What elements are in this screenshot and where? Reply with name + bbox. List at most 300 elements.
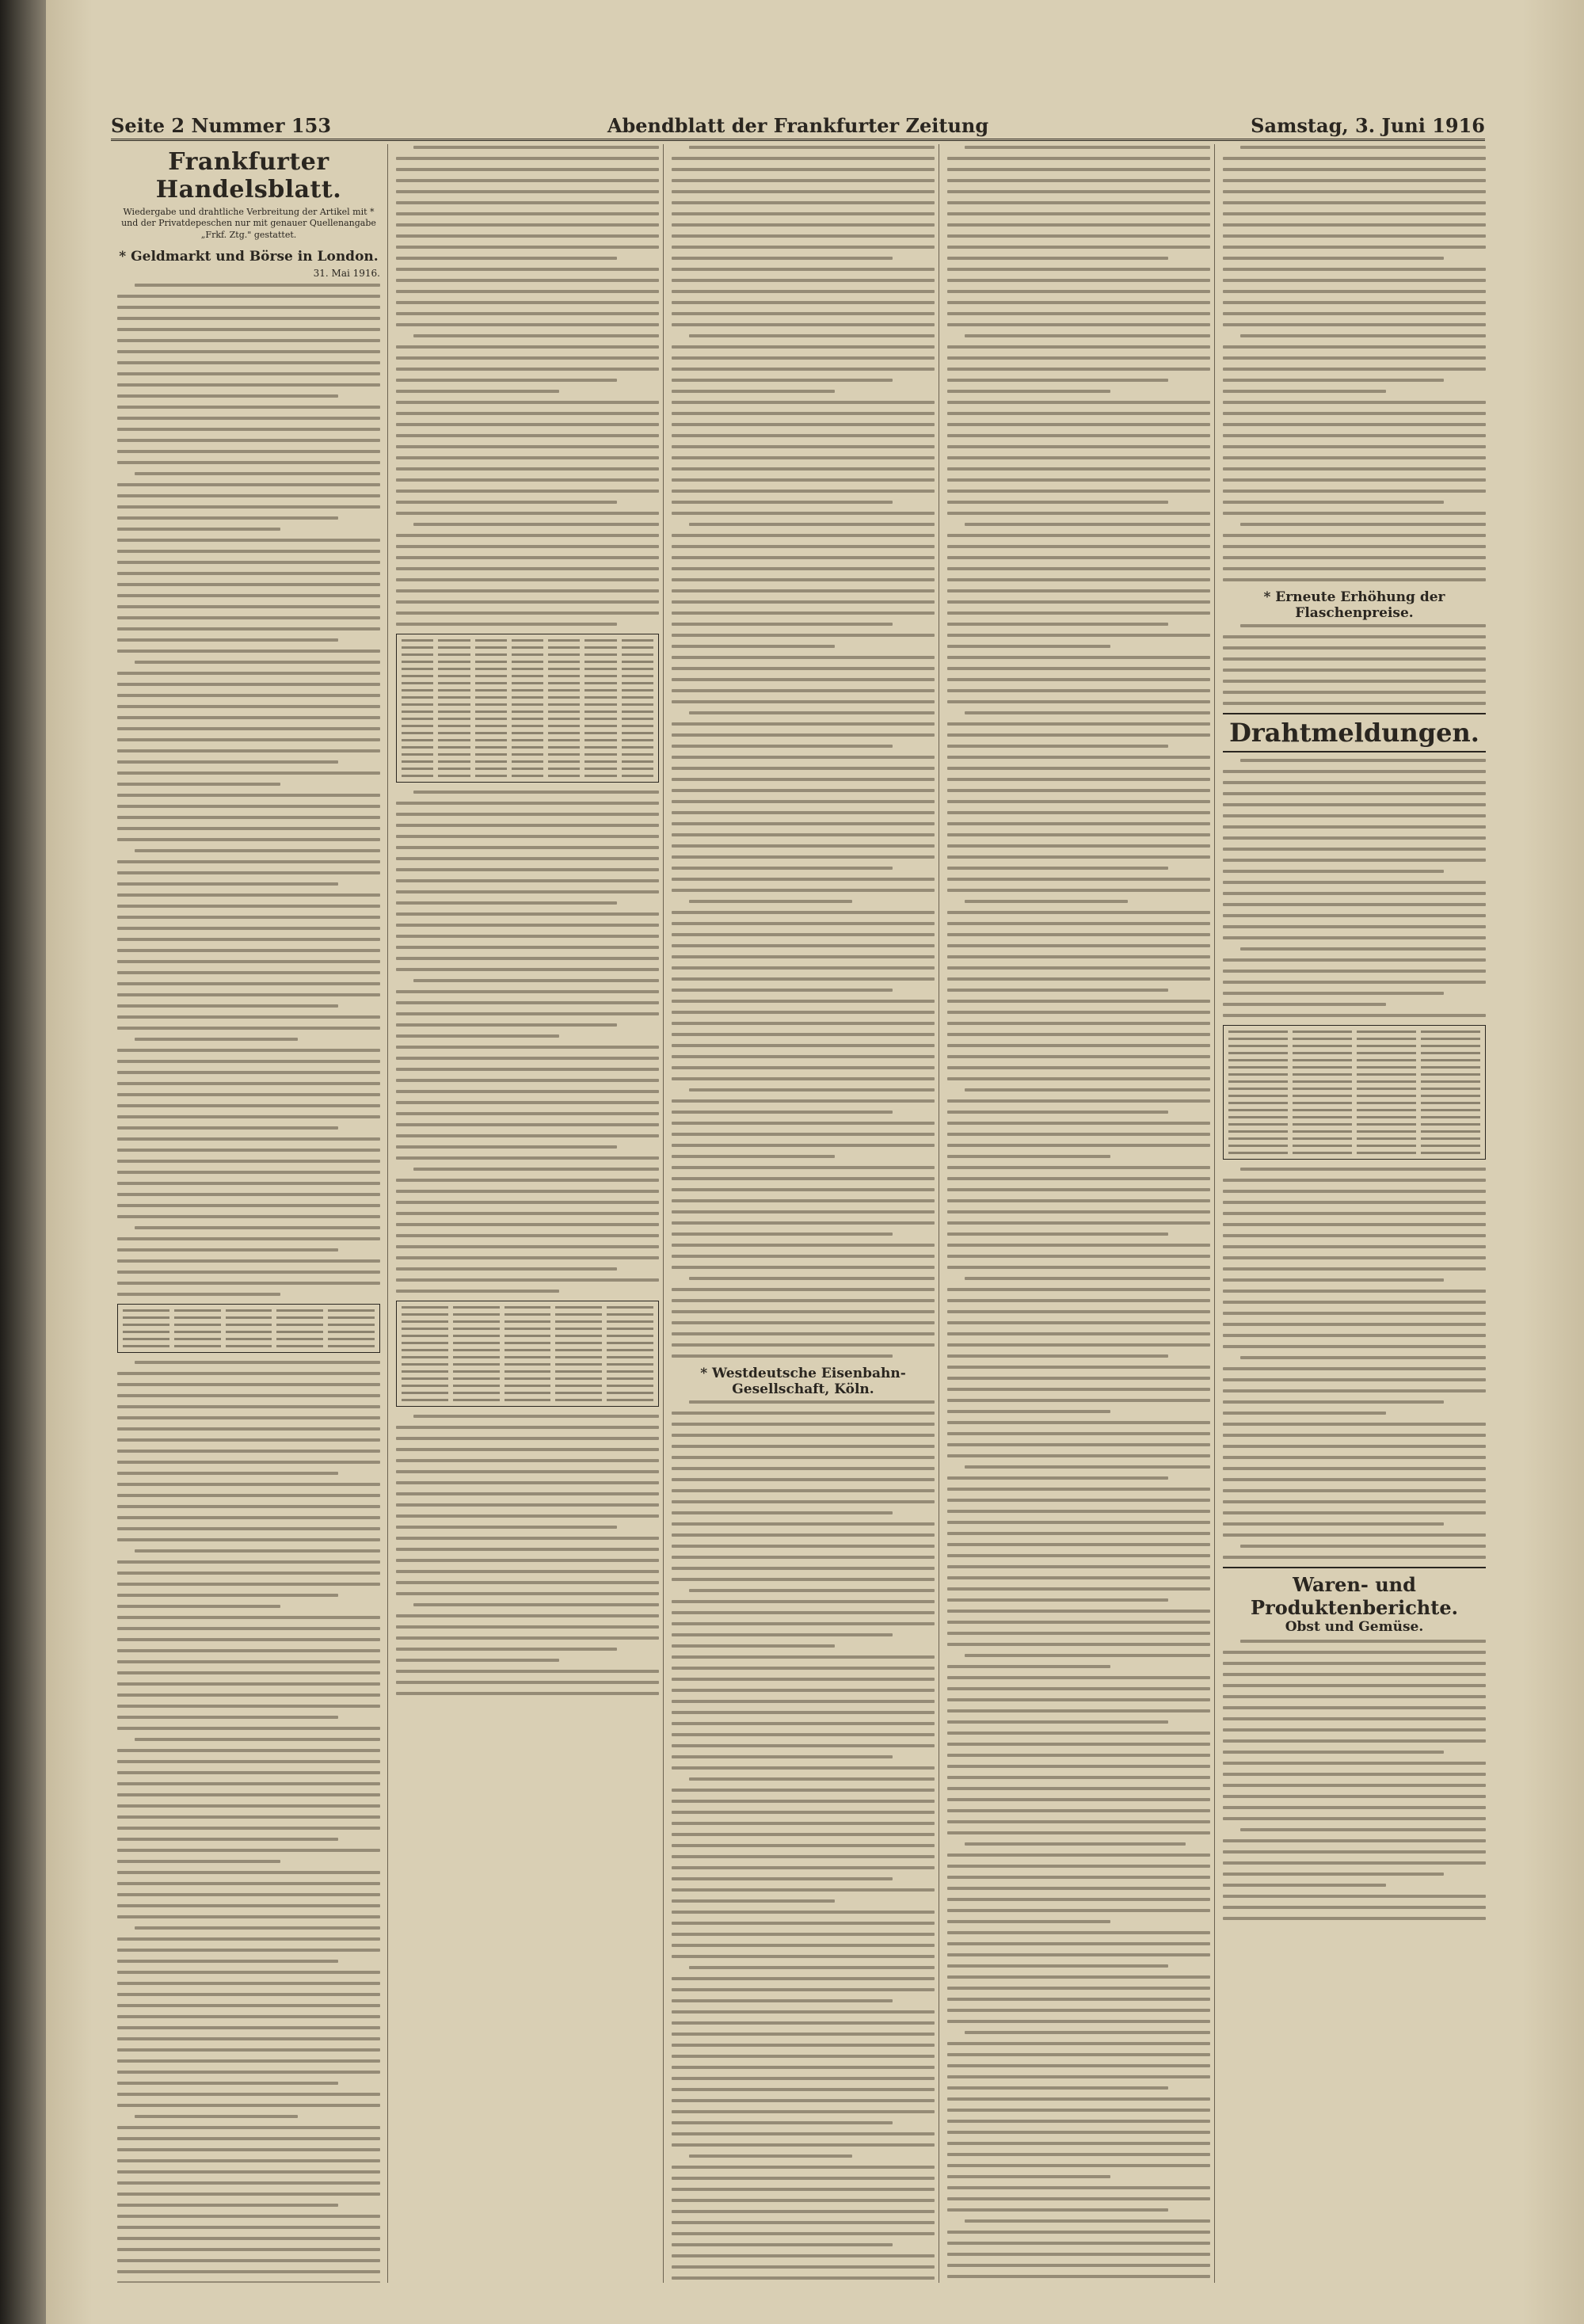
text-line <box>117 1671 380 1674</box>
text-line <box>396 935 659 938</box>
text-line <box>135 472 380 475</box>
table-cell <box>226 1324 272 1326</box>
text-line <box>1223 958 1486 962</box>
text-line <box>689 334 935 337</box>
text-line <box>672 257 893 260</box>
table-cell <box>607 1356 653 1358</box>
table-cell <box>1421 1073 1480 1076</box>
table-cell <box>1357 1137 1416 1140</box>
table-cell <box>607 1392 653 1394</box>
table-cell <box>475 639 507 642</box>
text-line <box>117 2170 380 2174</box>
table-cell <box>607 1335 653 1337</box>
article-body <box>672 146 935 1358</box>
text-line <box>947 1853 1210 1857</box>
table-cell <box>1293 1137 1352 1140</box>
table-cell <box>1293 1109 1352 1111</box>
text-line <box>672 2188 935 2191</box>
text-line <box>117 317 380 320</box>
text-line <box>1240 523 1486 526</box>
text-line <box>947 501 1168 504</box>
text-line <box>1223 168 1486 171</box>
text-line <box>672 1155 835 1158</box>
table-cell <box>512 718 543 720</box>
table-cell <box>226 1338 272 1340</box>
copyright-note: Wiedergabe und drahtliche Verbreitung der Artikel mit * und der Privatdepeschen nur mit genauer Quellenangabe „Frkf. Ztg." gestattet. <box>121 207 376 240</box>
table-cell <box>475 661 507 663</box>
text-line <box>396 946 659 949</box>
text-line <box>947 1443 1210 1446</box>
text-line <box>396 589 659 592</box>
text-line <box>1223 434 1486 437</box>
text-line <box>396 835 659 838</box>
text-line <box>672 190 935 193</box>
table-cell <box>584 760 616 763</box>
table-cell <box>548 732 580 734</box>
text-line <box>117 2270 380 2273</box>
section-title: Frankfurter Handelsblatt. <box>155 148 342 204</box>
table-cell <box>453 1320 500 1323</box>
table-cell <box>402 675 433 677</box>
text-line <box>117 1716 338 1719</box>
text-line <box>135 1926 380 1930</box>
text-line <box>1223 190 1486 193</box>
table-cell <box>584 753 616 756</box>
text-line <box>965 2031 1210 2034</box>
text-line <box>947 301 1210 304</box>
text-line <box>1223 1500 1486 1503</box>
table-cell <box>402 689 433 691</box>
text-line <box>947 1177 1210 1180</box>
text-line <box>117 417 380 420</box>
text-line <box>672 989 893 992</box>
text-line <box>947 922 1210 925</box>
table-cell <box>1421 1059 1480 1061</box>
table-cell <box>402 1349 448 1351</box>
table-cell <box>622 689 653 691</box>
column-rule <box>663 144 664 2283</box>
table-cell <box>438 646 470 649</box>
text-line <box>1240 759 1486 762</box>
article-body <box>117 284 380 1296</box>
text-line <box>396 1101 659 1104</box>
text-line <box>396 490 659 493</box>
text-line <box>117 2037 380 2040</box>
text-line <box>117 2193 380 2196</box>
table-cell <box>1421 1137 1480 1140</box>
text-line <box>117 749 380 752</box>
text-line <box>947 2109 1210 2112</box>
text-line <box>947 1033 1210 1036</box>
text-line <box>396 179 659 182</box>
text-line <box>1223 478 1486 482</box>
text-line <box>672 1299 935 1302</box>
text-line <box>1223 246 1486 249</box>
text-line <box>396 556 659 559</box>
text-line <box>672 1766 935 1770</box>
table-cell <box>402 1370 448 1373</box>
text-line <box>1240 334 1486 337</box>
book-binding <box>0 0 46 2324</box>
text-line <box>672 490 935 493</box>
table-cell <box>1421 1116 1480 1118</box>
table-cell <box>584 739 616 741</box>
text-line <box>672 822 935 825</box>
text-line <box>1223 825 1486 829</box>
text-line <box>672 944 935 947</box>
table-cell <box>512 775 543 777</box>
text-line <box>396 901 617 905</box>
text-line <box>1223 445 1486 448</box>
text-line <box>413 1168 659 1171</box>
text-line <box>672 689 935 692</box>
table-cell <box>1357 1123 1416 1126</box>
column-5 <box>1223 144 1486 2283</box>
text-line <box>396 501 617 504</box>
table-cell <box>402 1356 448 1358</box>
text-line <box>965 1654 1210 1657</box>
table-cell <box>607 1342 653 1344</box>
text-line <box>1223 301 1486 304</box>
text-line <box>117 2126 380 2129</box>
table-cell <box>512 668 543 670</box>
text-line <box>1223 412 1486 415</box>
text-line <box>947 2197 1210 2200</box>
text-line <box>672 833 935 836</box>
text-line <box>117 1616 380 1619</box>
text-line <box>947 1676 1210 1679</box>
table-cell <box>1357 1102 1416 1104</box>
text-line <box>396 1692 659 1695</box>
table-cell <box>548 682 580 684</box>
text-line <box>672 1232 893 1236</box>
table-cell <box>1357 1080 1416 1083</box>
text-line <box>672 234 935 238</box>
text-line <box>117 1660 380 1663</box>
text-line <box>396 846 659 849</box>
text-line <box>117 738 380 741</box>
table-cell <box>512 739 543 741</box>
text-line <box>947 323 1210 326</box>
text-line <box>117 1215 380 1218</box>
text-line <box>117 295 380 298</box>
table-cell <box>438 732 470 734</box>
table-cell <box>584 775 616 777</box>
text-line <box>396 1112 659 1115</box>
text-line <box>396 412 659 415</box>
table-cell <box>555 1385 602 1387</box>
text-line <box>672 567 935 570</box>
text-line <box>396 345 659 349</box>
text-line <box>947 745 1168 748</box>
text-line <box>672 878 935 881</box>
text-line <box>1223 981 1486 984</box>
table-cell <box>402 753 433 756</box>
text-line <box>396 1636 659 1640</box>
text-line <box>947 534 1210 537</box>
text-line <box>672 1255 935 1258</box>
table-cell <box>438 746 470 749</box>
text-line <box>965 334 1210 337</box>
text-line <box>396 1267 617 1271</box>
article-body <box>672 1400 935 2283</box>
table-cell <box>123 1338 169 1340</box>
text-line <box>947 1299 1210 1302</box>
text-line <box>1223 467 1486 471</box>
table-cell <box>555 1356 602 1358</box>
table-cell <box>622 639 653 642</box>
table-cell <box>584 653 616 656</box>
text-line <box>672 1644 835 1648</box>
table-cell <box>622 725 653 727</box>
text-line <box>396 1592 659 1595</box>
table-cell <box>607 1349 653 1351</box>
table-cell <box>402 653 433 656</box>
text-line <box>117 1372 380 1375</box>
table-cell <box>1293 1088 1352 1090</box>
table-cell <box>475 689 507 691</box>
article-heading: * Westdeutsche Eisenbahn-Gesellschaft, Köln. <box>700 1366 906 1397</box>
text-line <box>413 523 659 526</box>
text-line <box>947 268 1210 271</box>
text-line <box>1223 1895 1486 1898</box>
text-line <box>117 650 380 653</box>
text-line <box>1223 881 1486 884</box>
text-line <box>672 1556 935 1559</box>
text-line <box>396 1156 659 1160</box>
text-line <box>396 1079 659 1082</box>
text-line <box>396 968 659 971</box>
text-line <box>1223 279 1486 282</box>
table-cell <box>402 639 433 642</box>
text-line <box>396 1245 659 1248</box>
text-line <box>672 1944 935 1947</box>
text-line <box>396 578 659 581</box>
table-cell <box>584 661 616 663</box>
text-line <box>947 1687 1210 1690</box>
text-line <box>947 1199 1210 1202</box>
text-line <box>117 771 380 775</box>
text-line <box>117 2082 338 2085</box>
text-line <box>396 379 617 382</box>
text-line <box>1223 1478 1486 1481</box>
table-cell <box>1357 1088 1416 1090</box>
text-line <box>117 1494 380 1497</box>
text-line <box>947 800 1210 803</box>
table-cell <box>475 653 507 656</box>
text-line <box>117 949 380 952</box>
text-line <box>672 1744 935 1747</box>
article-heading: * Geldmarkt und Börse in London. <box>119 248 379 265</box>
text-line <box>947 1022 1210 1025</box>
text-line <box>413 334 659 337</box>
text-line <box>396 1134 659 1137</box>
text-line <box>947 545 1210 548</box>
text-line <box>672 1678 935 1681</box>
text-line <box>672 1011 935 1014</box>
text-line <box>672 700 935 703</box>
text-line <box>947 1000 1210 1003</box>
text-line <box>117 350 380 353</box>
text-line <box>672 2254 935 2257</box>
table-cell <box>622 668 653 670</box>
table-cell <box>123 1309 169 1312</box>
text-line <box>689 900 852 903</box>
text-line <box>1223 680 1486 683</box>
text-line <box>1223 859 1486 862</box>
text-line <box>117 1115 380 1118</box>
text-line <box>1223 179 1486 182</box>
text-line <box>947 1776 1210 1779</box>
text-line <box>672 922 935 925</box>
text-line <box>1223 312 1486 315</box>
text-line <box>1223 870 1444 873</box>
text-line <box>672 667 935 670</box>
text-line <box>689 2154 852 2158</box>
table-cell <box>622 646 653 649</box>
text-line <box>947 512 1210 515</box>
text-line <box>947 1055 1210 1058</box>
text-line <box>396 445 659 448</box>
table-cell <box>276 1331 323 1333</box>
table-cell <box>1421 1080 1480 1083</box>
table-cell <box>123 1324 169 1326</box>
text-line <box>947 1488 1210 1491</box>
text-line <box>396 1201 659 1204</box>
table-cell <box>402 732 433 734</box>
text-line <box>396 611 659 615</box>
text-line <box>396 1034 559 1038</box>
table-cell <box>402 718 433 720</box>
text-line <box>947 833 1210 836</box>
text-line <box>672 2010 935 2013</box>
text-line <box>947 312 1210 315</box>
text-line <box>1223 1223 1486 1226</box>
table-cell <box>1228 1073 1288 1076</box>
text-line <box>396 1659 559 1662</box>
text-line <box>117 1405 380 1408</box>
table-cell <box>1421 1031 1480 1033</box>
text-line <box>947 589 1210 592</box>
text-line <box>117 927 380 930</box>
text-line <box>689 146 935 149</box>
text-line <box>947 822 1210 825</box>
table-cell <box>475 668 507 670</box>
text-line <box>672 1866 935 1869</box>
text-line <box>117 871 380 874</box>
text-line <box>117 1904 380 1907</box>
text-line <box>947 955 1210 958</box>
table-cell <box>555 1377 602 1380</box>
table-cell <box>453 1349 500 1351</box>
text-line <box>1223 1201 1486 1204</box>
text-line <box>396 1256 659 1259</box>
table-cell <box>438 689 470 691</box>
text-line <box>672 1633 893 1636</box>
text-line <box>672 2110 935 2113</box>
table-cell <box>402 1342 448 1344</box>
table-cell <box>1421 1066 1480 1069</box>
table-cell <box>402 1392 448 1394</box>
text-line <box>396 1648 617 1651</box>
column-rule <box>387 144 388 2283</box>
table-cell <box>1293 1130 1352 1133</box>
text-line <box>1223 803 1486 806</box>
text-line <box>117 2204 338 2207</box>
text-line <box>117 1860 280 1863</box>
text-line <box>672 2132 935 2135</box>
text-line <box>413 146 659 149</box>
text-line <box>689 711 935 714</box>
table-cell <box>453 1335 500 1337</box>
article-body <box>396 146 659 626</box>
text-line <box>672 268 935 271</box>
text-line <box>672 1711 935 1714</box>
text-line <box>947 1266 1210 1269</box>
text-line <box>947 201 1210 204</box>
table-cell <box>1293 1152 1352 1154</box>
table-cell <box>328 1338 375 1340</box>
table-cell <box>607 1399 653 1401</box>
text-line <box>117 960 380 963</box>
text-line <box>117 783 280 786</box>
table-cell <box>402 739 433 741</box>
text-line <box>1223 223 1486 227</box>
text-line <box>947 456 1210 459</box>
table-cell <box>328 1324 375 1326</box>
text-line <box>117 1572 380 1575</box>
text-line <box>117 1893 380 1896</box>
text-line <box>947 700 1210 703</box>
text-line <box>965 1277 1210 1280</box>
table-cell <box>226 1316 272 1319</box>
text-line <box>672 179 935 182</box>
stock-table <box>117 1304 380 1353</box>
table-cell <box>548 689 580 691</box>
text-line <box>947 1898 1210 1901</box>
text-line <box>947 1521 1210 1524</box>
text-line <box>947 1221 1210 1225</box>
text-line <box>1223 792 1486 795</box>
table-cell <box>512 689 543 691</box>
text-line <box>1223 691 1486 694</box>
text-line <box>1223 1717 1486 1720</box>
table-cell <box>584 711 616 713</box>
text-line <box>1223 914 1486 917</box>
table-cell <box>1357 1045 1416 1047</box>
table-cell <box>505 1392 551 1394</box>
text-line <box>117 727 380 730</box>
text-line <box>117 672 380 675</box>
table-cell <box>548 639 580 642</box>
text-line <box>947 623 1168 626</box>
table-cell <box>505 1385 551 1387</box>
text-line <box>672 2143 935 2147</box>
text-line <box>1223 936 1486 939</box>
text-line <box>672 2199 935 2202</box>
text-line <box>1223 1861 1486 1865</box>
text-line <box>672 1077 935 1080</box>
table-cell <box>548 675 580 677</box>
text-line <box>396 534 659 537</box>
text-line <box>947 1621 1210 1624</box>
text-line <box>413 979 659 982</box>
article-body <box>396 791 659 1293</box>
text-line <box>1223 970 1486 973</box>
table-cell <box>1421 1045 1480 1047</box>
text-line <box>117 1782 380 1785</box>
newspaper-title: Abendblatt der Frankfurter Zeitung <box>607 114 989 137</box>
